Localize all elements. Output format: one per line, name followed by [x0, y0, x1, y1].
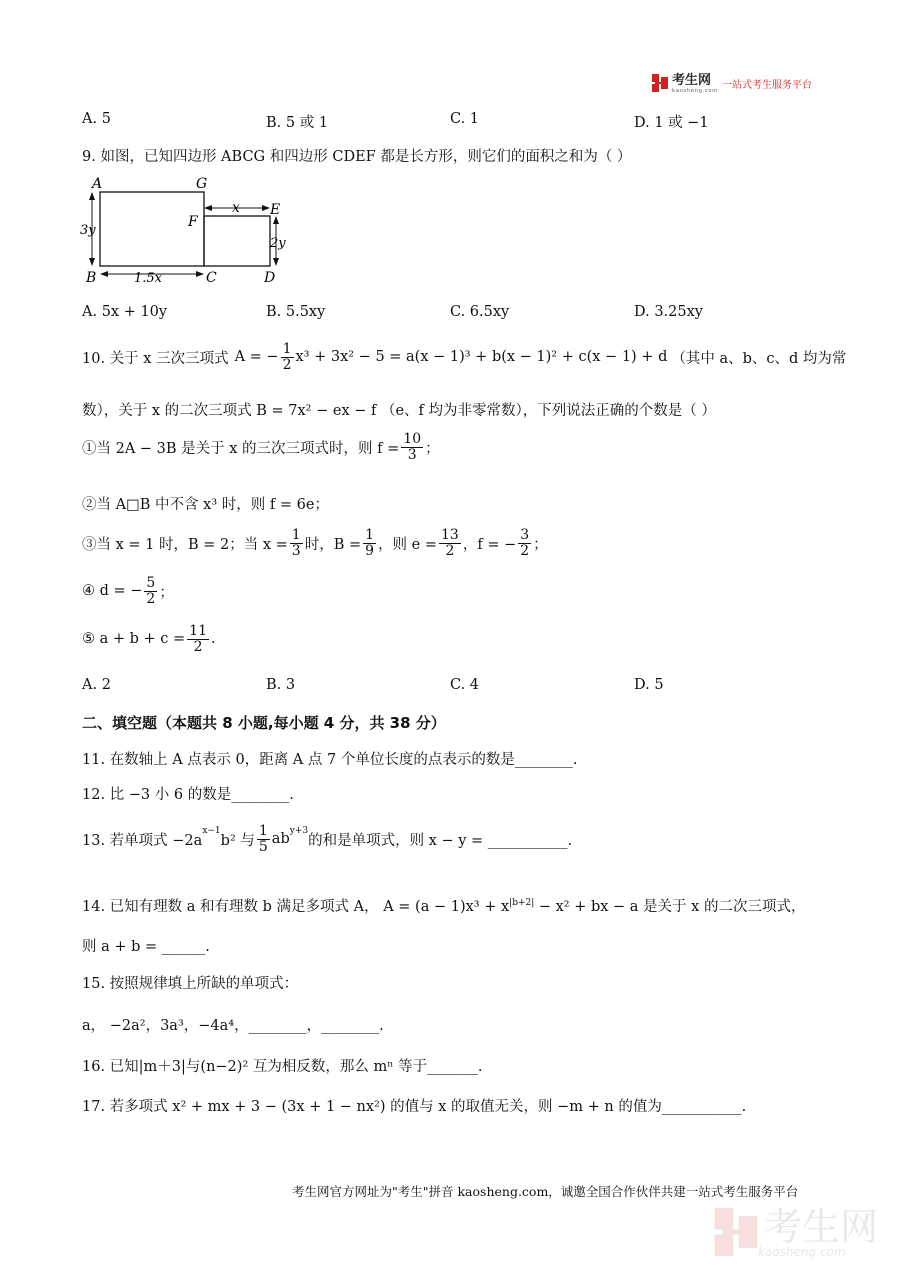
q13: 13. 若单项式 −2a $^{x-1}$ b² 与 $\frac{1}{5}$ ab $^{y+3}$ 的和是单项式，则 x − y = ___________.: [82, 823, 573, 855]
q15-line1: 15. 按照规律填上所缺的单项式：: [82, 976, 299, 992]
q10-stem-line2: 数），关于 x 的二次三项式 B = 7x² − ex − f （e、f 均为非零常数），下列说法正确的个数是（ ）: [82, 403, 716, 419]
q8-option-b: B. 5 或 1: [266, 115, 329, 131]
q10-s5-frac: $\frac{11}{2}$: [189, 623, 207, 655]
q10-frac-half: $\frac{1}{2}$: [282, 341, 292, 373]
watermark-text: 考生网: [763, 1205, 878, 1249]
logo-name: 考生网: [672, 73, 712, 88]
q14-line1: 14. 已知有理数 a 和有理数 b 满足多项式 A， $A = (a - 1)x^3 + x^{|b+2|} - x^2$ + bx − a 是关于 x 的二次三项式，: [82, 898, 806, 915]
q12: 12. 比 −3 小 6 的数是________.: [82, 787, 294, 803]
label-g: G: [196, 176, 208, 192]
label-len-15x: 1.5x: [134, 271, 163, 286]
q10-option-d: D. 5: [634, 677, 664, 693]
header-logo: [652, 72, 812, 94]
brand-logo-icon: [652, 74, 668, 92]
watermark-sub: kaosheng.com: [757, 1245, 846, 1259]
label-len-x: x: [232, 200, 240, 216]
label-e: E: [270, 202, 281, 218]
arrow-down-icon: [273, 258, 279, 266]
q10-eq-lhs: A = −: [234, 349, 279, 366]
q10-option-b: B. 3: [266, 677, 296, 693]
q10-stem-line1: [82, 342, 846, 372]
q10-s3-frac2: $\frac{1}{9}$: [365, 527, 375, 559]
q13-frac: $\frac{1}{5}$: [258, 823, 268, 855]
arrow-right-icon: [262, 205, 270, 211]
label-len-3y: 3y: [80, 223, 96, 238]
q10-statement-3: ③当 x = 1 时，B = 2；当 x = $\frac{1}{3}$ 时，B = $\frac{1}{9}$ ，则 e = $\frac{13}{2}$ ，f = − $\frac{3}{2}$ ；: [82, 527, 548, 559]
watermark: [714, 1205, 878, 1260]
q9-option-b: B. 5.5xy: [266, 304, 326, 320]
label-a: A: [92, 176, 103, 192]
section-heading: 二、填空题（本题共 8 小题,每小题 4 分，共 38 分）: [82, 714, 446, 732]
q10-s3-frac3: $\frac{13}{2}$: [441, 527, 459, 559]
q8-option-d: D. 1 或 −1: [634, 115, 709, 131]
label-len-2y: 2y: [270, 236, 286, 251]
q9-stem: 9. 如图，已知四边形 ABCG 和四边形 CDEF 都是长方形，则它们的面积之和为（ ）: [82, 149, 632, 165]
arrow-left-icon: [204, 205, 212, 211]
q15-line2: a， −2a²，3a³，−4a⁴，________，________.: [82, 1018, 384, 1034]
label-b: B: [86, 270, 97, 286]
q10-tail: （其中 a、b、c、d 均为常: [671, 350, 847, 367]
q17: 17. 若多项式 x² + mx + 3 − (3x + 1 − nx²) 的值与 x 的取值无关，则 −m + n 的值为___________.: [82, 1099, 747, 1115]
label-d: D: [264, 270, 276, 286]
q9-option-c: C. 6.5xy: [450, 304, 510, 320]
q8-option-c: C. 1: [450, 111, 480, 127]
q8-option-a: A. 5: [82, 111, 111, 127]
arrow-up-icon: [89, 192, 95, 200]
q10-statement-4: ④ d = − $\frac{5}{2}$ ；: [82, 575, 174, 607]
label-f: F: [188, 214, 198, 230]
logo-sub: kaosheng.com: [672, 88, 719, 94]
q16: 16. 已知|m＋3|与(n−2)² 互为相反数，那么 mⁿ 等于_______.: [82, 1059, 483, 1075]
q10-s3-frac4: $\frac{3}{2}$: [520, 527, 530, 559]
label-c: C: [206, 270, 217, 286]
q10-s4-frac: $\frac{5}{2}$: [146, 575, 156, 607]
q10-statement-5: ⑤ a + b + c = $\frac{11}{2}$ .: [82, 623, 216, 655]
arrow-right-icon: [196, 271, 204, 277]
q9-figure: [78, 172, 298, 290]
q10-option-c: C. 4: [450, 677, 480, 693]
q10-number: 10. 关于 x 三次三项式: [82, 350, 229, 367]
q14-line2: 则 a + b = ______.: [82, 939, 210, 955]
q10-s1-frac: $\frac{10}{3}$: [403, 431, 422, 463]
arrow-left-icon: [100, 271, 108, 277]
watermark-logo-icon: [714, 1208, 758, 1260]
logo-tagline: 一站式考生服务平台: [722, 79, 813, 91]
q10-s3-frac1: $\frac{1}{3}$: [291, 527, 301, 559]
arrow-down-icon: [89, 258, 95, 266]
q10-statement-2: ②当 A□B 中不含 x³ 时，则 f = 6e；: [82, 497, 329, 513]
q9-option-d: D. 3.25xy: [634, 304, 703, 320]
q11: 11. 在数轴上 A 点表示 0，距离 A 点 7 个单位长度的点表示的数是________.: [82, 752, 578, 768]
q10-option-a: A. 2: [82, 677, 111, 693]
q10-statement-1: ①当 2A − 3B 是关于 x 的三次三项式时，则 f = $\frac{10}{3}$ ；: [82, 431, 440, 463]
footer-text: 考生网官方网址为"考生"拼音 kaosheng.com，诚邀全国合作伙伴共建一站式考生服务平台: [292, 1184, 799, 1199]
rect-cdef: [204, 216, 270, 266]
q10-eq-rhs: x³ + 3x² − 5 = a(x − 1)³ + b(x − 1)² + c(x − 1) + d: [295, 349, 668, 366]
q9-option-a: A. 5x + 10y: [82, 304, 168, 320]
